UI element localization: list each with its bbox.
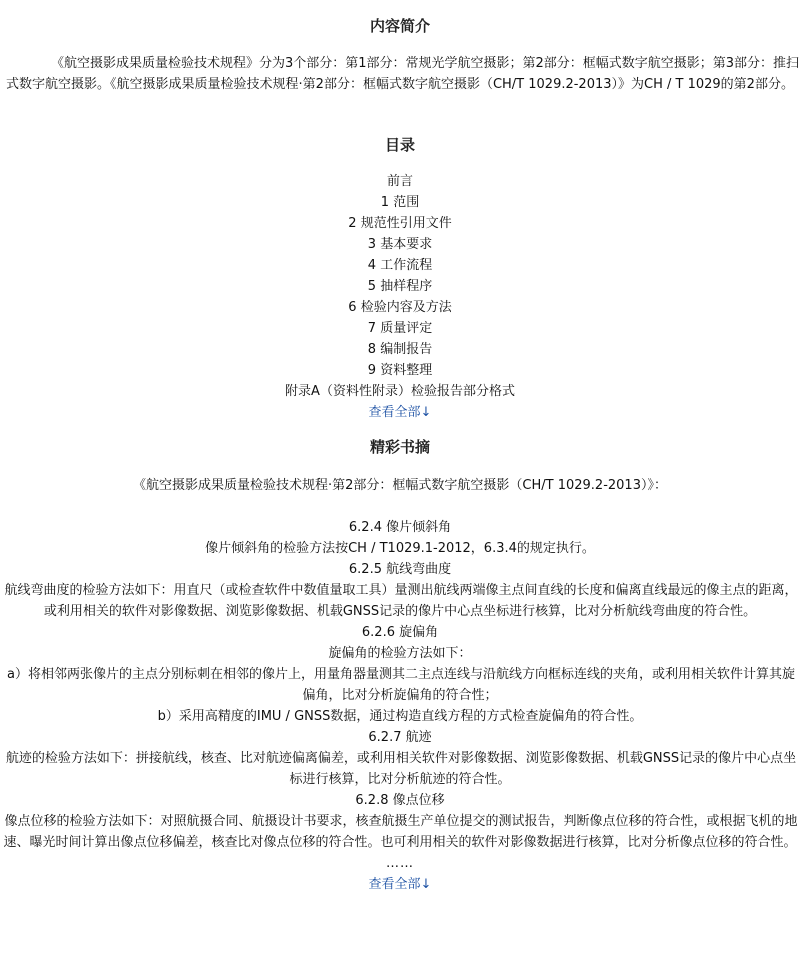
excerpt-paragraph: b）采用高精度的IMU / GNSS数据，通过构造直线方程的方式检查旋偏角的符合性。 bbox=[157, 709, 643, 724]
toc-list bbox=[0, 171, 800, 402]
toc-item: 1 范围 bbox=[380, 195, 420, 210]
excerpt-section-heading: 6.2.8 像点位移 bbox=[355, 793, 445, 808]
excerpt-ellipsis: …… bbox=[386, 856, 414, 871]
toc-section bbox=[0, 134, 800, 423]
intro-section bbox=[0, 0, 800, 116]
intro-text: 《航空摄影成果质量检验技术规程》分为3个部分：第1部分：常规光学航空摄影；第2部分：框幅式数字航空摄影；第3部分：推扫式数字航空摄影。《航空摄影成果质量检验技术规程·第2部分：框幅式数字航空摄影（CH/T 1029.2-2013）》为CH / T 1029的第2部分。 bbox=[6, 56, 800, 92]
excerpt-source: 《航空摄影成果质量检验技术规程·第2部分：框幅式数字航空摄影（CH/T 1029.2-2013）》： bbox=[133, 478, 667, 493]
excerpt-heading: 精彩书摘 bbox=[369, 438, 430, 456]
toc-item: 6 检验内容及方法 bbox=[348, 300, 452, 315]
excerpt-view-all-link[interactable]: 查看全部↓ bbox=[368, 877, 432, 892]
excerpt-section bbox=[0, 436, 800, 895]
excerpt-section-heading: 6.2.4 像片倾斜角 bbox=[348, 520, 452, 535]
excerpt-paragraph: 旋偏角的检验方法如下： bbox=[328, 646, 472, 661]
toc-item: 4 工作流程 bbox=[367, 258, 433, 273]
excerpt-paragraph: 像片倾斜角的检验方法按CH / T1029.1-2012，6.3.4的规定执行。 bbox=[205, 541, 595, 556]
excerpt-section-heading: 6.2.6 旋偏角 bbox=[361, 625, 439, 640]
excerpt-paragraph: 航线弯曲度的检验方法如下：用直尺（或检查软件中数值量取工具）量测出航线两端像主点间直线的长度和偏离直线最远的像主点的距离，或利用相关的软件对影像数据、浏览影像数据、机载GNSS记录的像片中心点坐标进行核算，比对分析航线弯曲度的符合性。 bbox=[4, 583, 798, 619]
intro-heading: 内容简介 bbox=[369, 17, 430, 35]
excerpt-paragraph: 像点位移的检验方法如下：对照航摄合同、航摄设计书要求，核查航摄生产单位提交的测试报告，判断像点位移的符合性，或根据飞机的地速、曝光时间计算出像点位移偏差，核查比对像点位移的符合性。也可利用相关的软件对影像数据进行核算，比对分析像点位移的符合性。 bbox=[3, 814, 798, 850]
excerpt-paragraph: 航迹的检验方法如下：拼接航线，核查、比对航迹偏离偏差，或利用相关软件对影像数据、浏览影像数据、机载GNSS记录的像片中心点坐标进行核算，比对分析航迹的符合性。 bbox=[5, 751, 797, 787]
toc-item: 9 资料整理 bbox=[367, 363, 433, 378]
excerpt-section-heading: 6.2.5 航线弯曲度 bbox=[348, 562, 452, 577]
toc-view-all-link[interactable]: 查看全部↓ bbox=[368, 405, 432, 420]
toc-item: 5 抽样程序 bbox=[367, 279, 433, 294]
toc-item: 3 基本要求 bbox=[367, 237, 433, 252]
toc-item: 附录A（资料性附录）检验报告部分格式 bbox=[285, 384, 515, 399]
toc-item: 8 编制报告 bbox=[367, 342, 433, 357]
excerpt-body bbox=[0, 517, 800, 853]
toc-heading: 目录 bbox=[384, 136, 415, 154]
excerpt-paragraph: a）将相邻两张像片的主点分别标刺在相邻的像片上，用量角器量测其二主点连线与沿航线方向框标连线的夹角，或利用相关软件计算其旋偏角，比对分析旋偏角的符合性； bbox=[7, 667, 795, 703]
toc-item: 2 规范性引用文件 bbox=[348, 216, 452, 231]
toc-item: 7 质量评定 bbox=[367, 321, 433, 336]
excerpt-section-heading: 6.2.7 航迹 bbox=[368, 730, 432, 745]
toc-item: 前言 bbox=[386, 174, 413, 189]
